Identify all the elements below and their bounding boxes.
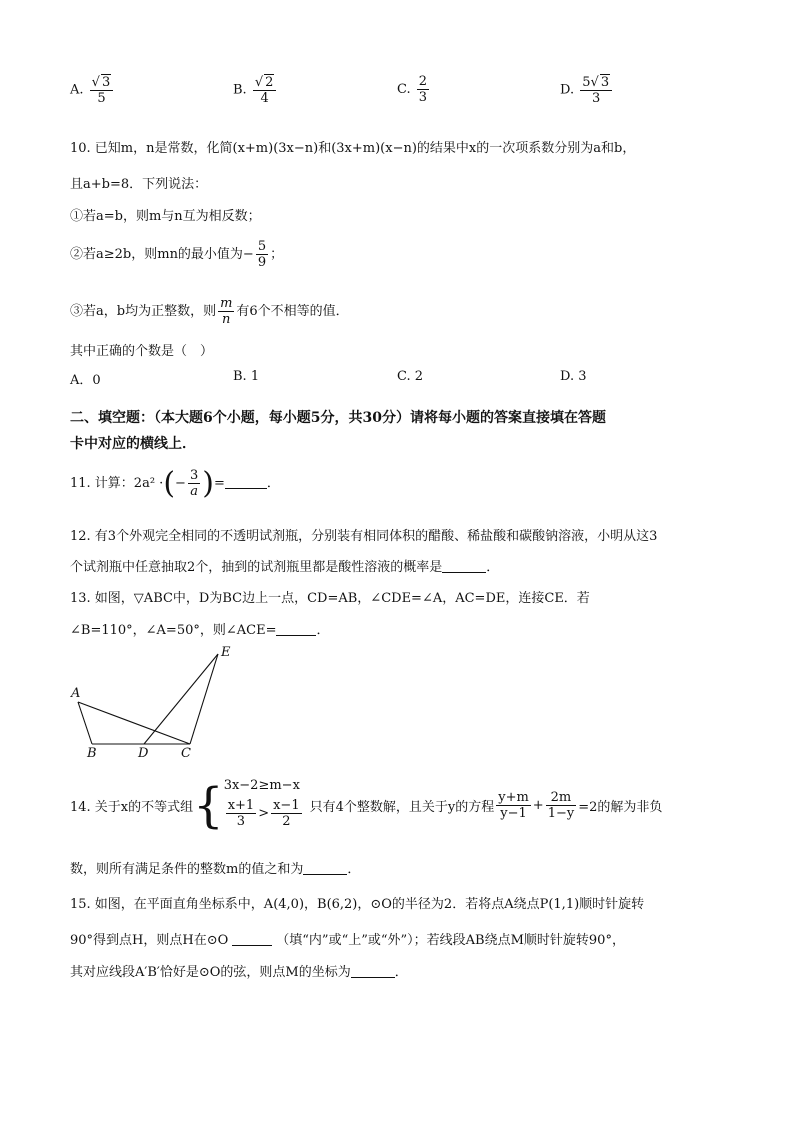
q14-mid: 只有4个整数解，且关于y的方程 <box>309 800 495 815</box>
q10-statement-1: ①若a=b，则m与n互为相反数； <box>70 209 261 224</box>
q14-eq-plus: + <box>532 798 544 813</box>
q14-eq-l-num: y+m <box>498 790 529 805</box>
q14-i2-op: > <box>258 806 270 821</box>
fig-segment-ab <box>78 702 92 744</box>
q9-d-den: 3 <box>592 91 601 106</box>
q9-d-num: 3 <box>600 75 610 90</box>
section-2-heading-line2: 卡中对应的横线上． <box>70 436 196 452</box>
q9-c-den: 3 <box>418 90 428 105</box>
q11: 11. 计算：2a² ·(− $\frac{3}{a}$ )= ． <box>70 466 280 501</box>
q10-statement-2 <box>70 239 283 270</box>
q10-question: 其中正确的个数是（ ） <box>70 344 214 359</box>
q12-end: ． <box>486 560 500 575</box>
q9-option-a <box>70 74 115 106</box>
q14-line2-text: 数，则所有满足条件的整数m的值之和为 <box>70 862 304 877</box>
q9-option-b-fraction: $\frac{√ 2}{4}$ <box>253 74 277 106</box>
q10-s3-pre: ③若a，b均为正整数，则 <box>70 304 217 319</box>
q11-answer-blank <box>225 475 267 489</box>
q9-a-den: 5 <box>97 91 106 106</box>
q14-eq-rhs: =2的解为非负 <box>578 800 663 815</box>
q9-option-c-fraction <box>417 74 429 105</box>
q10-s2-fraction <box>256 239 268 270</box>
q10-option-d: D. 3 <box>560 369 587 384</box>
q13-end: ． <box>316 623 330 638</box>
q9-a-num: 3 <box>101 75 111 90</box>
q9-b-num: 2 <box>265 75 274 90</box>
q9-option-a-fraction: $\frac{√ 3}{5}$ <box>90 74 114 106</box>
q10-s3-post: 有6个不相等的值． <box>236 304 349 319</box>
q10-line1: 10. 已知m，n是常数，化简(x+m)(3x−n)和(3x+m)(x−n)的结果中x的一次项系数分别为a和b， <box>70 141 636 156</box>
q9-option-c <box>397 74 431 105</box>
q14-brace: { <box>193 777 224 834</box>
q15-line2-post: （填“内”或“上”或“外”）；若线段AB绕点M顺时针旋转90°， <box>276 933 625 948</box>
q13-figure <box>66 640 246 765</box>
q14-i2-l-den: 3 <box>236 814 246 829</box>
fig-segment-de <box>144 654 218 744</box>
q11-den: a <box>190 484 198 499</box>
q10-s2-pre: ②若a≥2b，则mn的最小值为− <box>70 247 254 262</box>
q15-line1: 15. 如图，在平面直角坐标系中，A(4,0)，B(6,2)，⊙O的半径为2．若将点A绕点P(1,1)顺时针旋转 <box>70 897 645 912</box>
q13-line1: 13. 如图，▽ABC中，D为BC边上一点，CD=AB，∠CDE=∠A，AC=DE，连接CE．若 <box>70 591 590 606</box>
q11-end: ． <box>266 476 280 491</box>
q15-line3 <box>70 961 408 980</box>
q14-i2-l-num: x+1 <box>227 798 255 813</box>
q9-option-d <box>560 74 614 106</box>
q10-s3-den: n <box>222 312 231 327</box>
q10-line2: 且a+b=8．下列说法： <box>70 177 208 192</box>
q15-line3-text: 其对应线段A′B′恰好是⊙O的弦，则点M的坐标为 <box>70 965 351 980</box>
q10-s2-num: 5 <box>257 239 267 254</box>
q14-eq-r-num: 2m <box>546 790 577 806</box>
fig-label-c: C <box>181 746 191 761</box>
q10-statement-3 <box>70 296 349 327</box>
q15-line2 <box>70 929 625 948</box>
q9-option-b-label: B. <box>233 82 247 98</box>
q9-option-b <box>233 74 278 106</box>
q13-line2-text: ∠B=110°，∠A=50°，则∠ACE= <box>70 623 277 638</box>
q15-answer-blank-1 <box>232 932 272 946</box>
q12-line2-text: 个试剂瓶中任意抽取2个，抽到的试剂瓶里都是酸性溶液的概率是 <box>70 560 443 575</box>
q14-line1 <box>70 773 662 843</box>
fig-label-b: B <box>87 746 97 761</box>
fig-label-a: A <box>71 686 81 701</box>
q15-end: ． <box>394 965 408 980</box>
q13-line2 <box>70 619 330 638</box>
q9-c-num: 2 <box>418 74 428 89</box>
q9-option-c-label: C. <box>397 82 411 97</box>
q14-end: ． <box>347 862 361 877</box>
fig-label-d: D <box>138 746 149 761</box>
q12-line1: 12. 有3个外观完全相同的不透明试剂瓶，分别装有相同体积的醋酸、稀盐酸和碳酸钠溶液，小明从这3 <box>70 529 658 544</box>
q11-num: 3 <box>189 468 199 483</box>
q10-option-b: B. 1 <box>233 369 260 384</box>
q10-s3-fraction <box>218 296 234 327</box>
q12-line2 <box>70 556 499 575</box>
q9-b-den: 4 <box>260 91 269 106</box>
q14-answer-blank <box>303 861 347 875</box>
q10-option-a: A．0 <box>70 373 101 388</box>
q14-system <box>224 773 304 838</box>
q14-eq-r-den: 1−y <box>547 806 575 821</box>
q14-eq-l-den: y−1 <box>500 806 527 821</box>
q11-post: = <box>213 476 225 491</box>
q14-line2 <box>70 858 360 877</box>
q14-i2-r-den: 2 <box>282 814 291 829</box>
q14-inequality-2 <box>224 798 304 838</box>
q9-option-d-label: D. <box>560 82 575 98</box>
q14-pre: 14. 关于x的不等式组 <box>70 800 194 815</box>
q13-answer-blank <box>276 622 316 636</box>
q9-option-d-fraction: $\frac{5√ 3}{3}$ <box>580 74 612 106</box>
q12-answer-blank <box>442 559 486 573</box>
q14-i2-r-num: x−1 <box>273 798 300 813</box>
q10-s3-num: m <box>220 296 233 311</box>
q10-option-c: C. 2 <box>397 369 424 384</box>
q11-fraction <box>188 468 200 499</box>
q9-d-coef: 5 <box>582 75 591 90</box>
q14-inequality-1: 3x−2≥m−x <box>223 778 300 793</box>
q15-answer-blank-2 <box>351 964 395 978</box>
q15-line2-pre: 90°得到点H，则点H在⊙O <box>70 933 229 948</box>
q11-pre: 11. 计算：2a² · <box>70 476 164 491</box>
q9-option-a-label: A. <box>70 82 84 98</box>
fig-label-e: E <box>221 645 231 660</box>
fig-segment-ce <box>190 654 218 744</box>
q10-s2-den: 9 <box>257 255 267 270</box>
q10-s2-post: ； <box>270 247 284 262</box>
section-2-heading-line1: 二、填空题：（本大题6个小题，每小题5分，共30分）请将每小题的答案直接填在答题 <box>70 410 606 426</box>
